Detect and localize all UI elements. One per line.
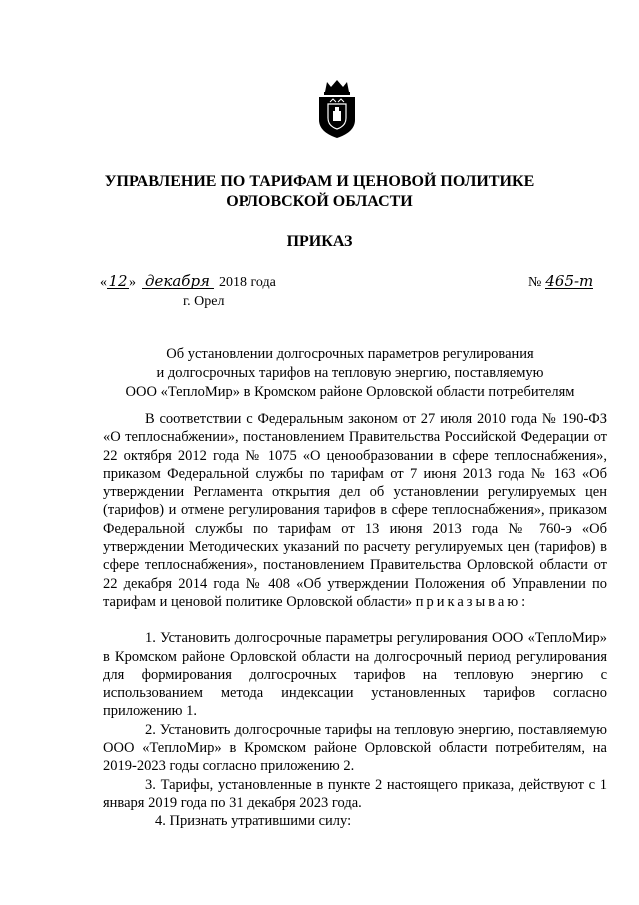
item-3: 3. Тарифы, установленные в пункте 2 настоящего приказа, действуют с 1 января 2019 года по 31 декабря 2023 года. <box>103 776 607 811</box>
coat-of-arms-icon <box>313 78 361 140</box>
order-number <box>528 274 593 291</box>
subject-line-1: Об установлении долгосрочных параметров регулирования <box>166 346 534 362</box>
date-day: 12 <box>108 272 128 290</box>
order-body <box>103 410 607 831</box>
subject-line-2: и долгосрочных тарифов на тепловую энергию, поставляемую <box>156 365 544 381</box>
date-open-quote: « <box>100 275 107 290</box>
preamble-paragraph <box>103 410 607 611</box>
org-line-2: ОРЛОВСКОЙ ОБЛАСТИ <box>226 193 413 210</box>
order-title: ПРИКАЗ <box>286 233 353 250</box>
date-close-quote: » <box>129 275 136 290</box>
date-year: 2018 года <box>219 275 276 290</box>
preamble-text: В соответствии с Федеральным законом от 27 июля 2010 года № 190-ФЗ «О теплоснабжении», постановлением Правительства Российской Федерации от 22 октября 2012 года № 1075 «О ценообразовании в сфере теплоснабжения», приказом Федеральной службы по тарифам от 7 июня 2013 года № 163 «Об утверждении Регламента открытия дел об установлении регулируемых цен (тарифов) и отмене регулирования тарифов в сфере теплоснабжения», приказом Федеральной службы по тарифам от 13 июня 2013 года № 760-э «Об утверждении Методических указаний по расчету регулируемых цен (тарифов) в сфере теплоснабжения», постановлением Правительства Орловской области от 22 декабря 2014 года № 408 «Об утверждении Положения об Управлении по тарифам и ценовой политике Орловской области» <box>103 411 607 610</box>
number-value: 465-т <box>545 272 594 290</box>
order-city: г. Орел <box>183 294 225 309</box>
org-line-1: УПРАВЛЕНИЕ ПО ТАРИФАМ И ЦЕНОВОЙ ПОЛИТИКЕ <box>104 173 535 190</box>
number-sign: № <box>528 275 542 290</box>
date-month: декабря <box>142 274 214 289</box>
order-date <box>100 274 276 291</box>
order-word: приказываю: <box>415 593 529 610</box>
item-1: 1. Установить долгосрочные параметры регулирования ООО «ТеплоМир» в Кромском районе Орловской области на долгосрочный период регулирования для формирования долгосрочных тарифов на тепловую энергию с использованием метода индексации установленных тарифов согласно приложению 1. <box>103 630 607 720</box>
item-2: 2. Установить долгосрочные тарифы на тепловую энергию, поставляемую ООО «ТеплоМир» в Кромском районе Орловской области потребителям, на 2019-2023 годы согласно приложению 2. <box>103 721 607 775</box>
item-4: 4. Признать утратившими силу: <box>155 813 352 830</box>
subject-line-3: ООО «ТеплоМир» в Кромском районе Орловской области потребителям <box>125 384 575 400</box>
issuing-authority <box>80 172 559 212</box>
order-subject <box>90 345 610 402</box>
